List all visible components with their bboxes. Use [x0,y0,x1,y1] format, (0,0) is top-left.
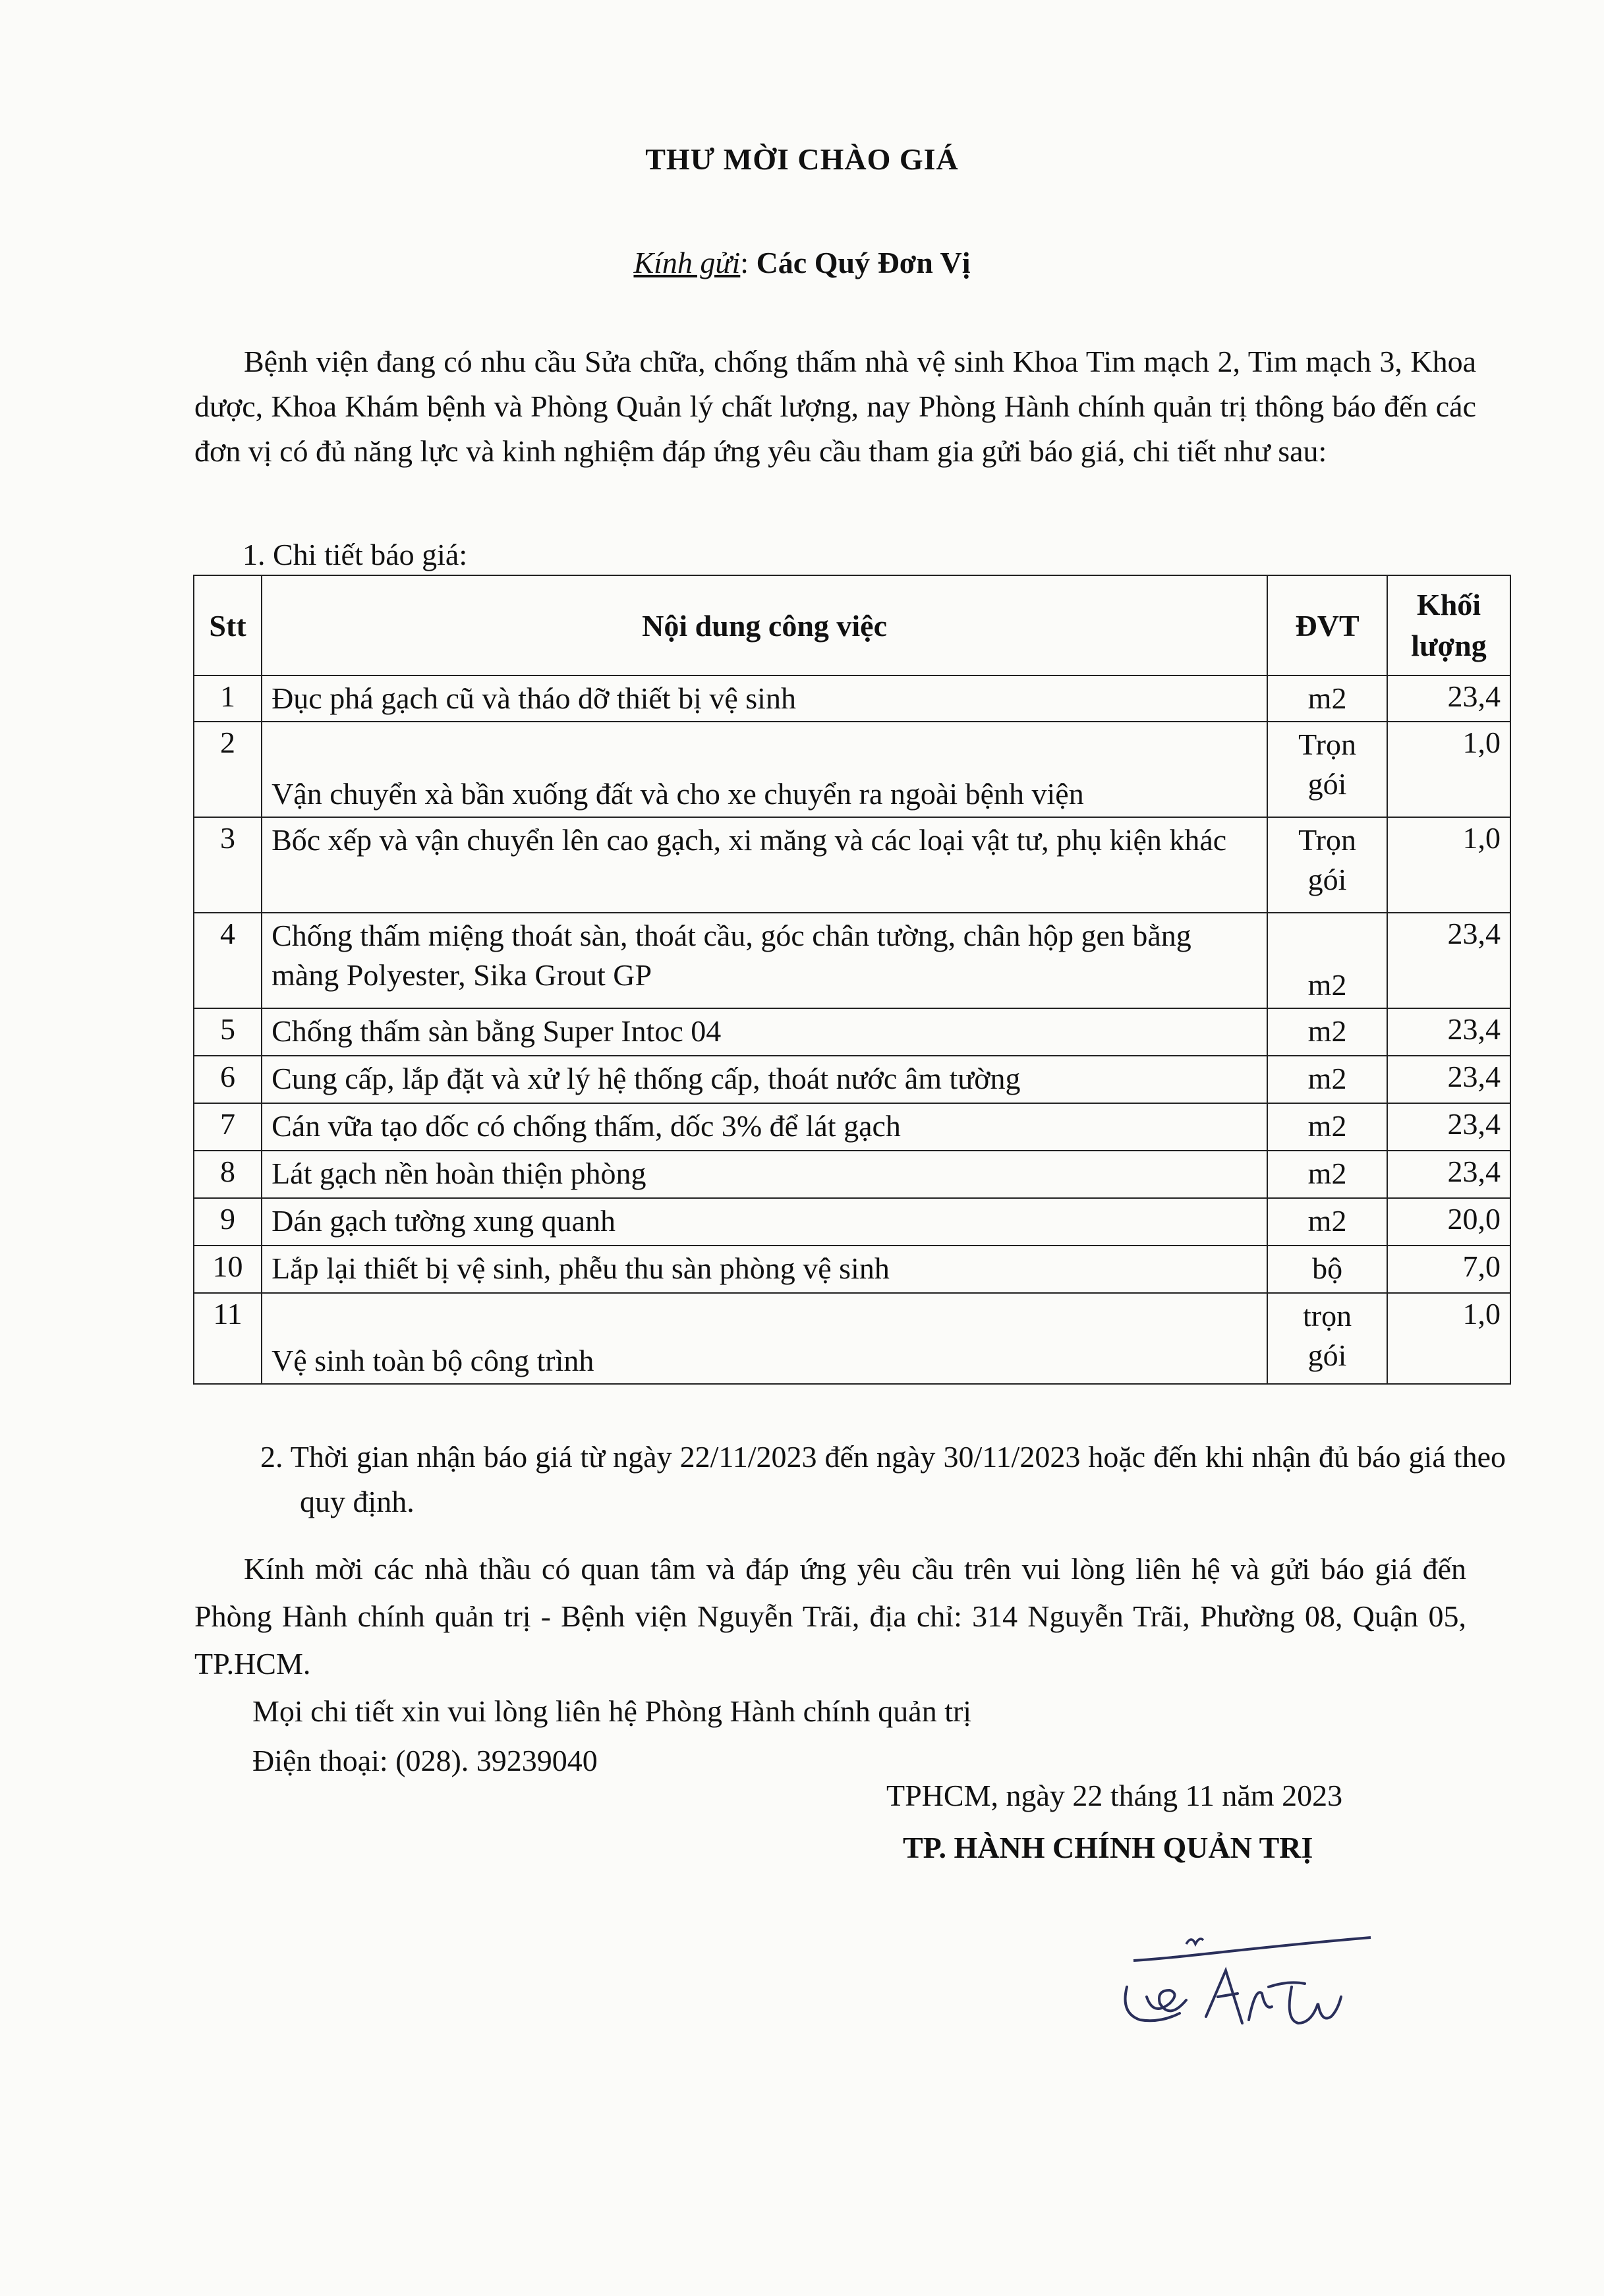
handwritten-signature [1107,1924,1384,2050]
row-unit-line1: Trọn [1298,728,1356,761]
row-unit [1267,1103,1387,1151]
row-stt: 5 [194,1008,262,1056]
row-unit-line1: m2 [1307,1204,1347,1238]
table-row [194,1056,1510,1103]
row-stt: 6 [194,1056,262,1103]
row-unit [1267,1151,1387,1198]
section-1-label: 1. Chi tiết báo giá: [243,538,468,571]
row-qty: 23,4 [1387,1103,1510,1151]
row-unit [1267,675,1387,722]
recipient-colon: : [740,246,757,279]
row-content: Dán gạch tường xung quanh [262,1198,1267,1246]
row-stt: 11 [194,1293,262,1384]
recipient-line [0,245,1604,280]
row-unit-line1: m2 [1307,1109,1347,1143]
table-row [194,1103,1510,1151]
row-stt: 4 [194,913,262,1008]
row-unit-line1: m2 [1307,1062,1347,1095]
table-row [194,1151,1510,1198]
table-row [194,1246,1510,1293]
row-unit [1267,1008,1387,1056]
row-content: Chống thấm sàn bằng Super Intoc 04 [262,1008,1267,1056]
row-content: Vệ sinh toàn bộ công trình [262,1293,1267,1384]
header-content: Nội dung công việc [262,575,1267,675]
row-stt: 10 [194,1246,262,1293]
table-row [194,675,1510,722]
section-2-paragraph: 2. Thời gian nhận báo giá từ ngày 22/11/2023 đến ngày 30/11/2023 hoặc đến khi nhận đủ báo giá theo quy định. [260,1440,1506,1518]
row-content: Chống thấm miệng thoát sàn, thoát cầu, góc chân tường, chân hộp gen bằng màng Polyester, Sika Grout GP [262,913,1267,1008]
row-content: Cung cấp, lắp đặt và xử lý hệ thống cấp, thoát nước âm tường [262,1056,1267,1103]
invitation-paragraph: Kính mời các nhà thầu có quan tâm và đáp ứng yêu cầu trên vui lòng liên hệ và gửi báo giá đến Phòng Hành chính quản trị - Bệnh viện Nguyễn Trãi, địa chỉ: 314 Nguyễn Trãi, Phường 08, Quận 05, TP.HCM. [194,1552,1466,1680]
row-qty: 23,4 [1387,1008,1510,1056]
row-content: Vận chuyển xà bần xuống đất và cho xe chuyển ra ngoài bệnh viện [262,722,1267,817]
row-qty: 23,4 [1387,675,1510,722]
row-unit-line1: m2 [1307,681,1347,715]
header-stt: Stt [194,575,262,675]
row-unit [1267,817,1387,913]
table-row [194,817,1510,913]
row-unit-line1: m2 [1307,968,1347,1002]
table-row [194,722,1510,817]
row-content: Đục phá gạch cũ và tháo dỡ thiết bị vệ sinh [262,675,1267,722]
row-qty: 20,0 [1387,1198,1510,1246]
contact-line: Mọi chi tiết xin vui lòng liên hệ Phòng Hành chính quản trị [252,1694,972,1728]
row-unit [1267,1246,1387,1293]
row-unit-line2: gói [1307,1338,1347,1372]
header-qty-line1: Khối [1416,588,1481,621]
table-row [194,1293,1510,1384]
row-content: Cán vữa tạo dốc có chống thấm, dốc 3% để lát gạch [262,1103,1267,1151]
row-unit-line2: gói [1307,767,1347,801]
row-qty: 7,0 [1387,1246,1510,1293]
row-qty: 23,4 [1387,1151,1510,1198]
header-qty [1387,575,1510,675]
phone-line: Điện thoại: (028). 39239040 [252,1744,598,1777]
row-unit [1267,1293,1387,1384]
table-row [194,1198,1510,1246]
row-stt: 9 [194,1198,262,1246]
row-content: Lát gạch nền hoàn thiện phòng [262,1151,1267,1198]
row-qty: 1,0 [1387,722,1510,817]
intro-paragraph: Bệnh viện đang có nhu cầu Sửa chữa, chống thấm nhà vệ sinh Khoa Tim mạch 2, Tim mạch 3, Khoa dược, Khoa Khám bệnh và Phòng Quản lý chất lượng, nay Phòng Hành chính quản trị thông báo đến các đơn vị có đủ năng lực và kinh nghiệm đáp ứng yêu cầu tham gia gửi báo giá, chi tiết như sau: [194,345,1476,468]
row-qty: 1,0 [1387,817,1510,913]
place-date: TPHCM, ngày 22 tháng 11 năm 2023 [886,1779,1343,1812]
recipient-label: Kính gửi [633,246,741,279]
row-qty: 23,4 [1387,913,1510,1008]
row-unit [1267,1198,1387,1246]
table-row [194,1008,1510,1056]
row-unit-line1: m2 [1307,1014,1347,1048]
row-content: Bốc xếp và vận chuyển lên cao gạch, xi măng và các loại vật tư, phụ kiện khác [262,817,1267,913]
row-unit-line1: Trọn [1298,823,1356,857]
row-qty: 1,0 [1387,1293,1510,1384]
quote-table [193,575,1511,1385]
row-stt: 8 [194,1151,262,1198]
row-unit [1267,1056,1387,1103]
row-stt: 2 [194,722,262,817]
row-stt: 1 [194,675,262,722]
row-unit [1267,722,1387,817]
table-row [194,913,1510,1008]
document-title: THƯ MỜI CHÀO GIÁ [645,142,959,176]
row-stt: 3 [194,817,262,913]
signer-title: TP. HÀNH CHÍNH QUẢN TRỊ [903,1831,1313,1864]
row-unit-line2: gói [1307,863,1347,896]
recipient-value: Các Quý Đơn Vị [756,246,971,279]
row-stt: 7 [194,1103,262,1151]
row-content: Lắp lại thiết bị vệ sinh, phễu thu sàn phòng vệ sinh [262,1246,1267,1293]
row-unit-line1: bộ [1312,1251,1343,1285]
row-unit-line1: m2 [1307,1157,1347,1190]
header-unit: ĐVT [1267,575,1387,675]
header-qty-line2: lượng [1411,629,1487,662]
table-header-row [194,575,1510,675]
row-qty: 23,4 [1387,1056,1510,1103]
row-unit-line1: trọn [1303,1299,1352,1333]
table-body [194,675,1510,1384]
row-unit [1267,913,1387,1008]
